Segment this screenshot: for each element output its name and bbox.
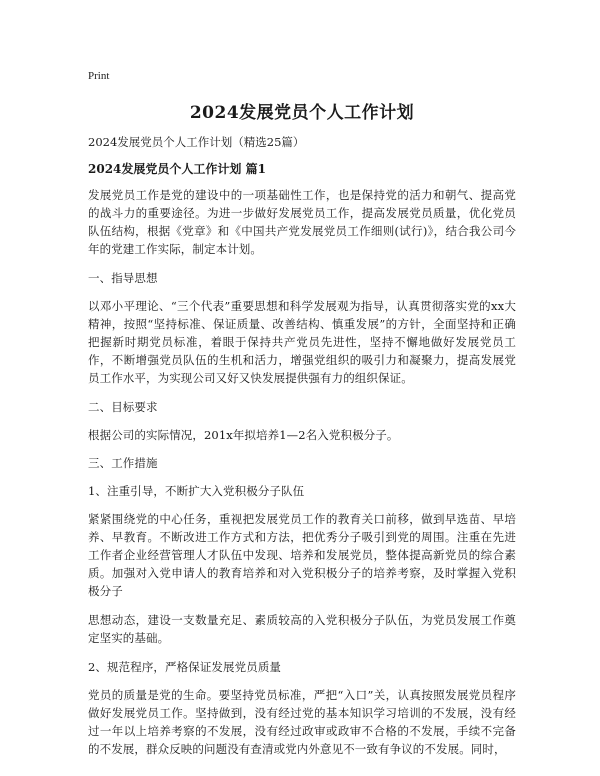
heading-guiding-thought: 一、指导思想 xyxy=(88,271,158,285)
paragraph-intro: 发展党员工作是党的建设中的一项基础性工作，也是保持党的活力和朝气、提高党的战斗力的重要途径。为进一步做好发展党员工作，提高发展党员质量，优化党员队伍结构，根据《党章》和《中国共产党发展党员工作细则(试行)》，结合我公司今年的党建工作实际，制定本计划。 xyxy=(88,188,516,256)
paragraph-measure-1-cont: 思想动态，建设一支数量充足、素质较高的入党积极分子队伍，为党员发展工作奠定坚实的基础。 xyxy=(88,613,516,645)
document-body xyxy=(88,186,516,769)
paragraph-guiding-thought: 以邓小平理论、“三个代表”重要思想和科学发展观为指导，认真贯彻落实党的xx大精神，按照“坚持标准、保证质量、改善结构、慎重发展”的方针，全面坚持和正确把握新时期党员标准，着眼于保持共产党员先进性，坚持不懈地做好发展党员工作，不断增强党员队伍的生机和活力，增强党组织的吸引力和凝聚力，提高发展党员工作水平，为实现公司又好又快发展提供强有力的组织保证。 xyxy=(88,299,516,385)
heading-measure-1: 1、注重引导，不断扩大入党积极分子队伍 xyxy=(88,484,305,498)
paragraph-measure-1: 紧紧围绕党的中心任务，重视把发展党员工作的教育关口前移，做到早选苗、早培养、早教育。不断改进工作方式和方法，把优秀分子吸引到党的周围。注重在先进工作者企业经营管理人才队伍中发现、培养和发展党员，整体提高新党员的综合素质。加强对入党申请人的教育培养和对入党积极分子的培养考察，及时掌握入党积极分子 xyxy=(88,512,516,598)
paragraph-goals: 根据公司的实际情况，201x年拟培养1—2名入党积极分子。 xyxy=(88,428,399,442)
paragraph-measure-2: 党员的质量是党的生命。要坚持党员标准，严把“入口”关，认真按照发展党员程序做好发展党员工作。坚持做到，没有经过党的基本知识学习培训的不发展，没有经过一年以上培养考察的不发展，没有经过政审或政审不合格的不发展，手续不完备的不发展，群众反映的问题没有查清或党内外意见不一致有争议的不发展。同时， xyxy=(88,688,516,756)
section-heading: 2024发展党员个人工作计划 篇1 xyxy=(88,162,266,176)
heading-measure-2: 2、规范程序，严格保证发展党员质量 xyxy=(88,660,282,674)
document-title: 2024发展党员个人工作计划 xyxy=(189,103,415,123)
heading-goals: 二、目标要求 xyxy=(88,400,158,414)
document-subtitle: 2024发展党员个人工作计划（精选25篇） xyxy=(88,135,305,149)
heading-measures: 三、工作措施 xyxy=(88,456,158,470)
print-link[interactable]: Print xyxy=(88,70,110,82)
